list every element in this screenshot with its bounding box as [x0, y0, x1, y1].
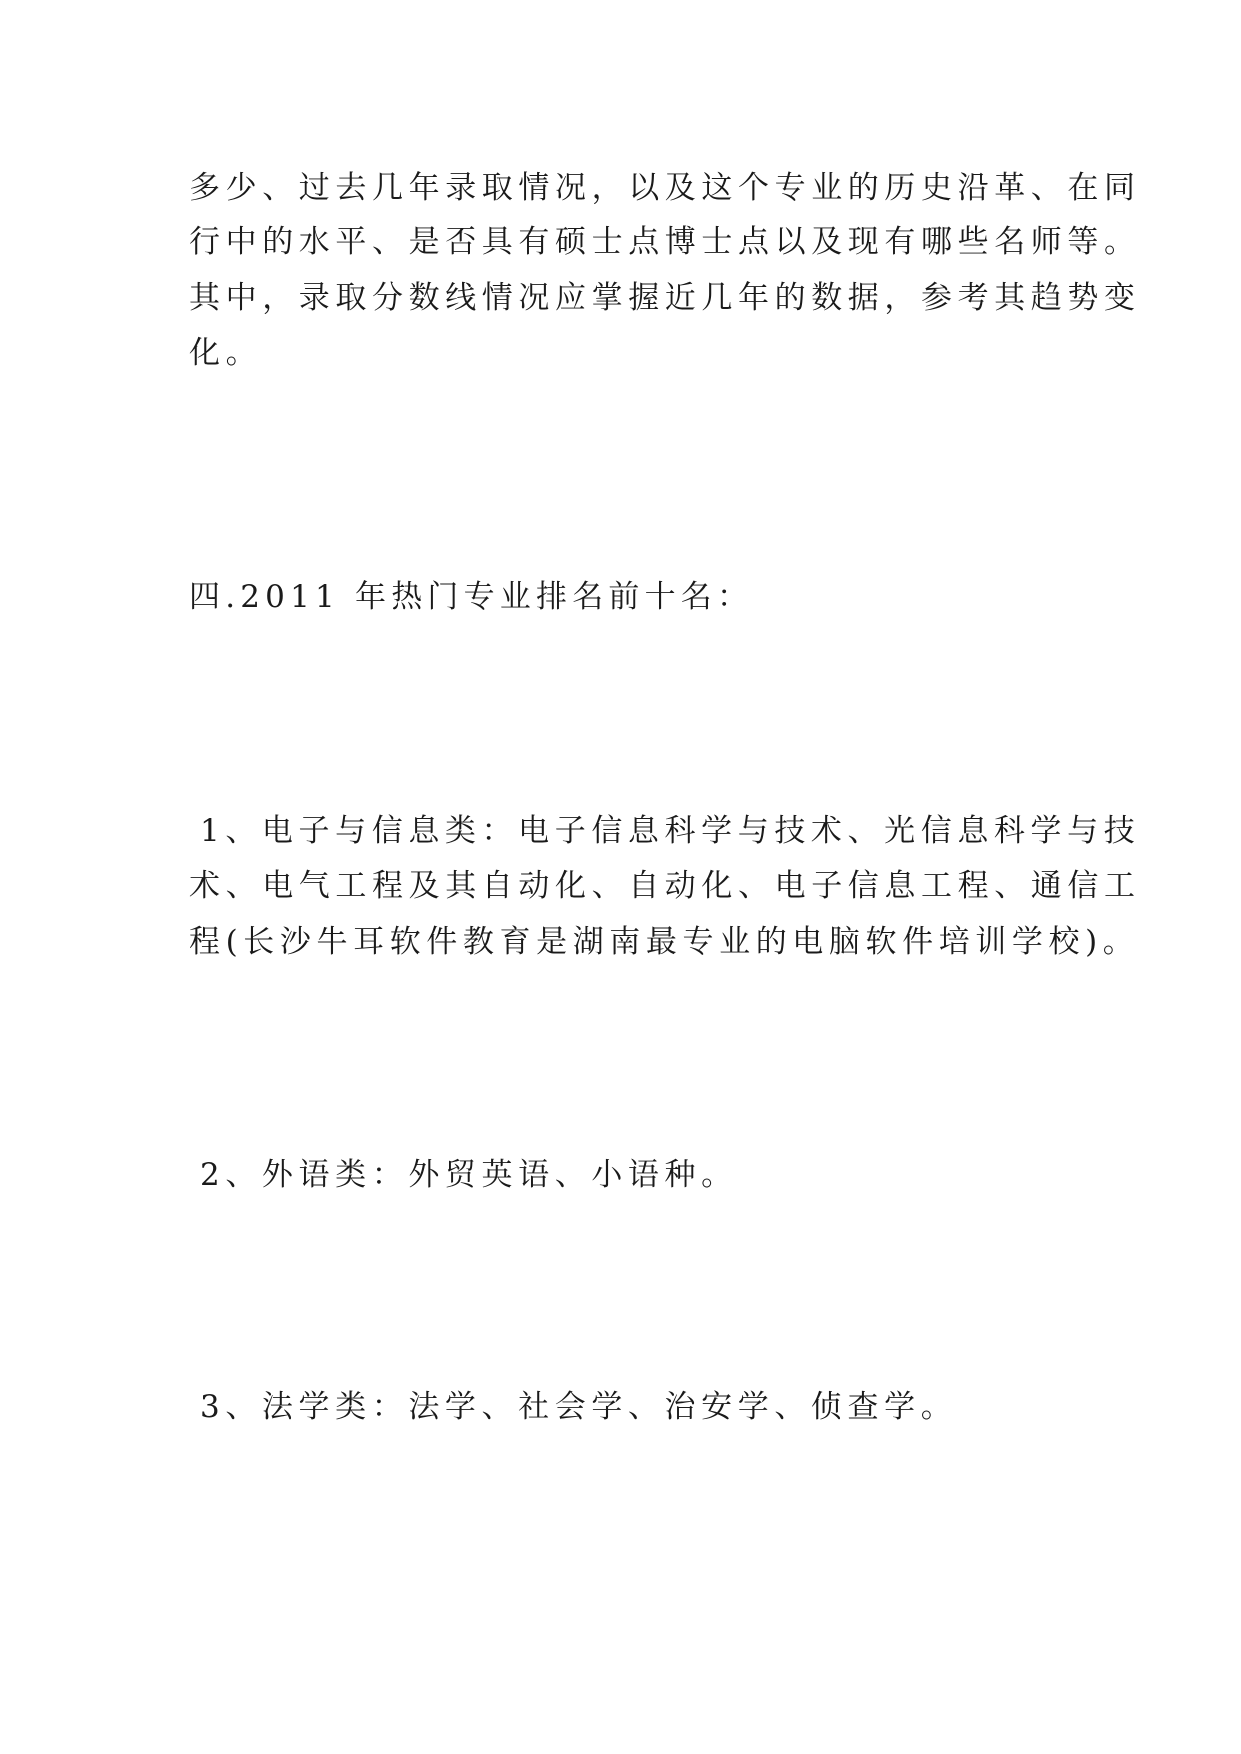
item-1-line-2: 术、电气工程及其自动化、自动化、电子信息工程、通信工: [189, 868, 1141, 904]
intro-line-1: 多少、过去几年录取情况，以及这个专业的历史沿革、在同: [189, 170, 1141, 206]
intro-line-2: 行中的水平、是否具有硕士点博士点以及现有哪些名师等。: [189, 224, 1141, 260]
item-3: 3、法学类：法学、社会学、治安学、侦查学。: [200, 1389, 958, 1425]
item-2: 2、外语类：外贸英语、小语种。: [200, 1157, 738, 1193]
section-heading: 四.2011 年热门专业排名前十名：: [189, 579, 754, 615]
intro-line-4: 化。: [189, 335, 263, 371]
item-1-line-1: 1、电子与信息类：电子信息科学与技术、光信息科学与技: [200, 813, 1141, 849]
intro-line-3: 其中，录取分数线情况应掌握近几年的数据，参考其趋势变: [189, 280, 1141, 316]
item-1-line-3: 程(长沙牛耳软件教育是湖南最专业的电脑软件培训学校)。: [189, 924, 1140, 960]
